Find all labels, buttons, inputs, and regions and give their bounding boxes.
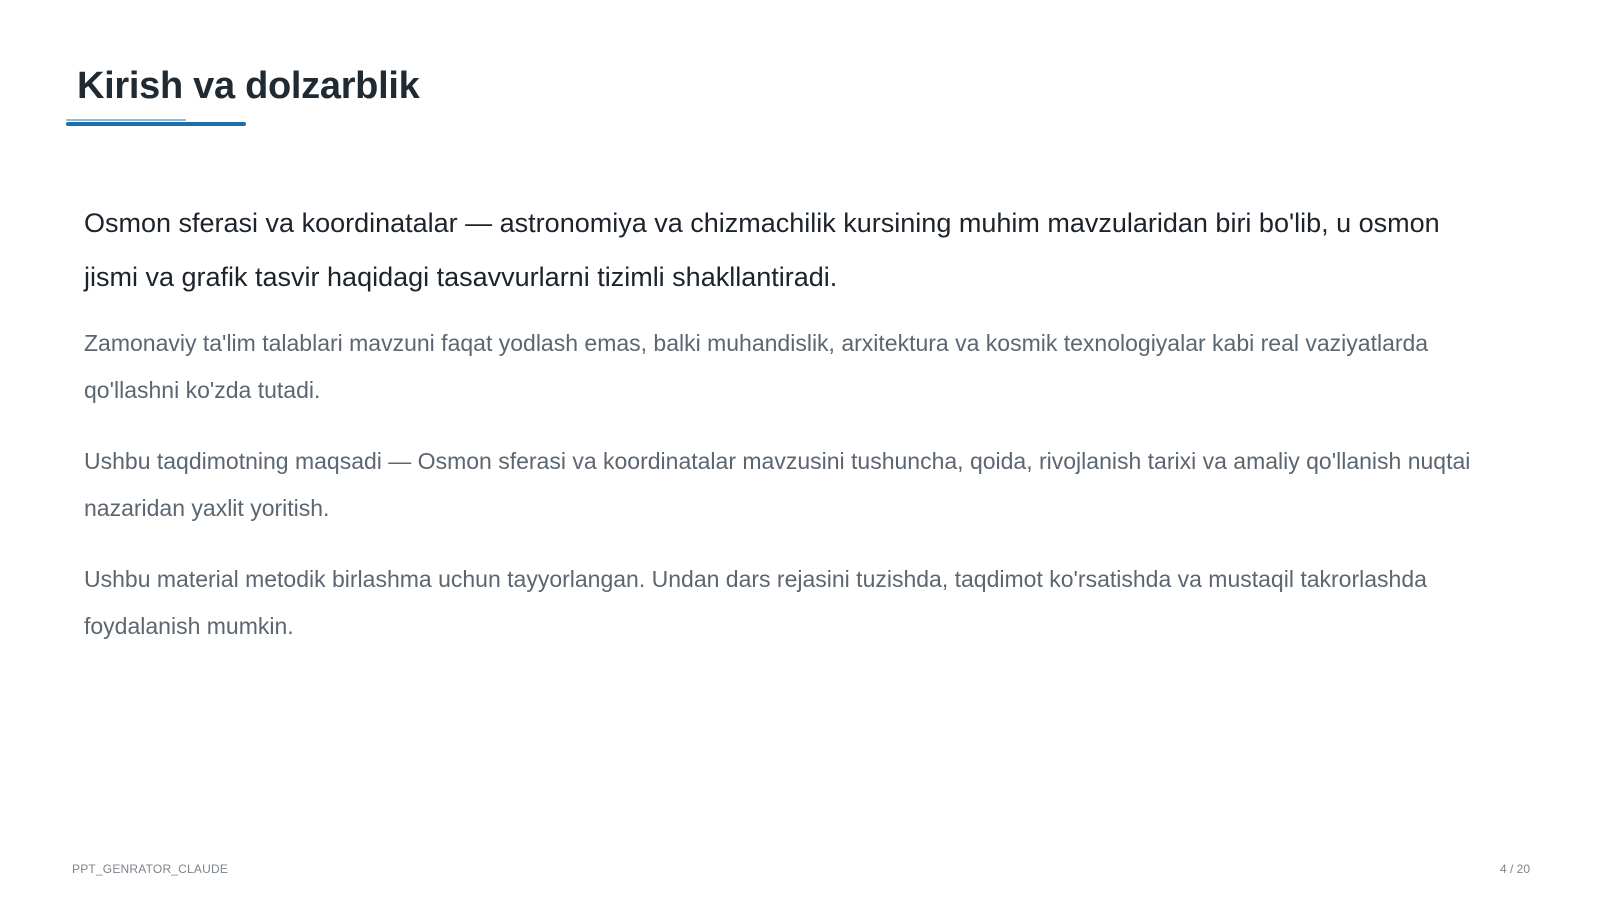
footer-source-label: PPT_GENRATOR_CLAUDE: [72, 862, 229, 876]
body-paragraph-1: Zamonaviy ta'lim talablari mavzuni faqat yodlash emas, balki muhandislik, arxitektura va kosmik texnologiyalar kabi real vaziyatlarda qo'llashni ko'zda tutadi.: [84, 330, 1429, 403]
page-number: 4 / 20: [1499, 862, 1530, 876]
slide-title: Kirish va dolzarblik: [77, 65, 420, 107]
title-underline: [66, 122, 246, 126]
body-paragraph-3: Ushbu material metodik birlashma uchun tayyorlangan. Undan dars rejasini tuzishda, taqdimot ko'rsatishda va mustaqil takrorlashda foydalanish mumkin.: [84, 566, 1427, 639]
slide-content: [84, 196, 1474, 674]
body-paragraph-2: Ushbu taqdimotning maqsadi — Osmon sferasi va koordinatalar mavzusini tushuncha, qoida, rivojlanish tarixi va amaliy qo'llanish nuqtai nazaridan yaxlit yoritish.: [84, 448, 1471, 521]
lead-paragraph: Osmon sferasi va koordinatalar — astronomiya va chizmachilik kursining muhim mavzularidan biri bo'lib, u osmon jismi va grafik tasvir haqidagi tasavvurlarni tizimli shakllantiradi.: [84, 208, 1440, 292]
title-underline-accent: [66, 119, 186, 121]
